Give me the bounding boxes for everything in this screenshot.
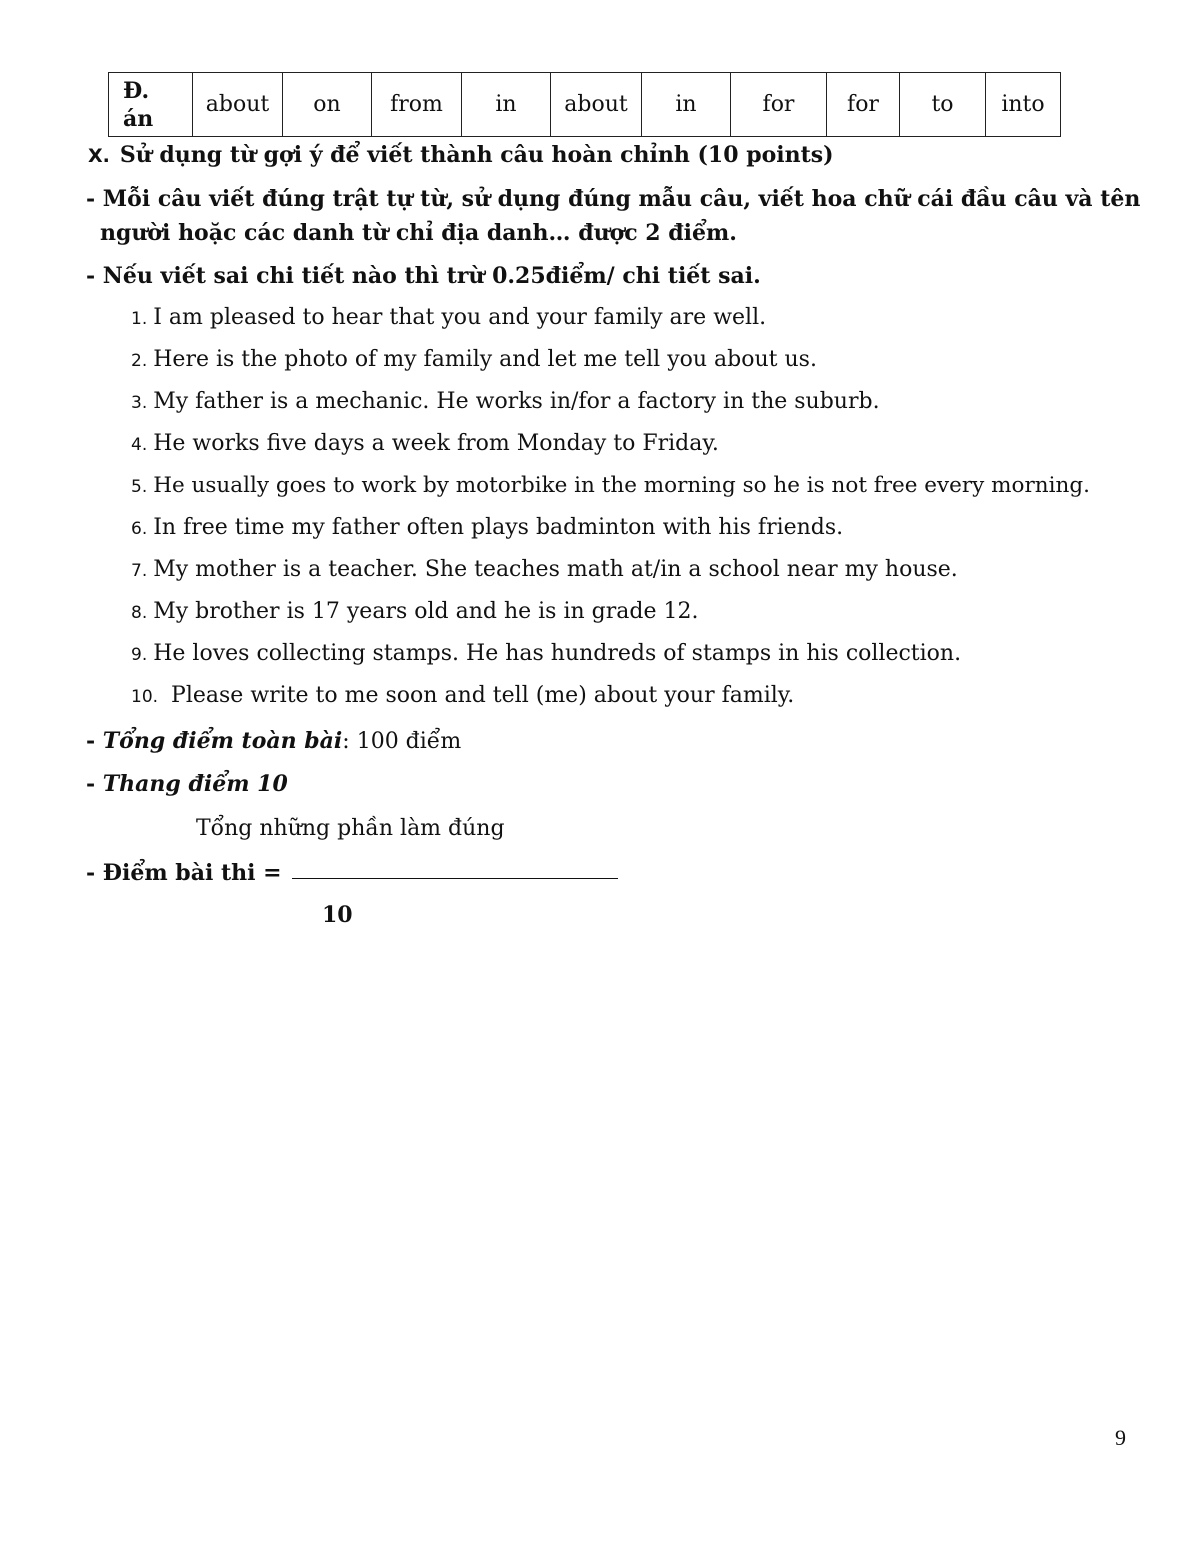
total-score-line	[86, 728, 461, 754]
list-item-number: 4.	[131, 435, 148, 455]
answer-cell: into	[986, 73, 1061, 137]
scale-prefix: -	[86, 771, 103, 797]
rule-1-line-1: - Mỗi câu viết đúng trật tự từ, sử dụng đúng mẫu câu, viết hoa chữ cái đầu câu và tên	[86, 186, 1141, 212]
answer-header-line2: án	[123, 105, 154, 132]
score-label: - Điểm bài thi =	[86, 860, 282, 886]
list-item-number: 8.	[131, 603, 148, 623]
list-item-number: 5.	[131, 477, 148, 497]
list-item	[131, 347, 817, 372]
scale-label: Thang điểm 10	[102, 771, 288, 797]
list-item	[131, 599, 698, 624]
section-x-heading	[88, 142, 834, 168]
list-item-text: He loves collecting stamps. He has hundreds of stamps in his collection.	[153, 641, 962, 666]
scale-line	[86, 771, 288, 797]
list-item-number: 7.	[131, 561, 148, 581]
answer-row	[109, 73, 1061, 137]
answer-cell: for	[731, 73, 827, 137]
formula-denominator: 10	[322, 902, 353, 928]
section-x-number: X.	[88, 145, 110, 167]
list-item-text: Here is the photo of my family and let me tell you about us.	[153, 347, 817, 372]
total-score-label: Tổng điểm toàn bài	[102, 728, 343, 754]
list-item-number: 9.	[131, 645, 148, 665]
list-item-text: He usually goes to work by motorbike in the morning so he is not free every morning.	[153, 473, 1090, 498]
answer-cell: from	[372, 73, 462, 137]
answer-header-line1: Đ.	[123, 77, 150, 104]
list-item-text: My father is a mechanic. He works in/for a factory in the suburb.	[153, 389, 880, 414]
total-score-prefix: -	[86, 728, 103, 754]
list-item-text: Please write to me soon and tell (me) about your family.	[164, 683, 795, 708]
section-x-title: Sử dụng từ gợi ý để viết thành câu hoàn chỉnh (10 points)	[119, 142, 834, 168]
answer-cell: about	[193, 73, 283, 137]
answer-header-cell	[109, 73, 193, 137]
list-item-number: 3.	[131, 393, 148, 413]
fraction-line	[292, 878, 618, 879]
answer-cell: in	[462, 73, 551, 137]
list-item	[131, 515, 843, 540]
list-item-number: 6.	[131, 519, 148, 539]
formula-numerator: Tổng những phần làm đúng	[196, 816, 505, 841]
list-item-number: 2.	[131, 351, 148, 371]
rule-1-line-2: người hoặc các danh từ chỉ địa danh… được 2 điểm.	[100, 220, 737, 246]
answer-cell: to	[900, 73, 986, 137]
list-item-text: He works five days a week from Monday to Friday.	[153, 431, 719, 456]
total-score-value: : 100 điểm	[342, 729, 462, 754]
list-item	[131, 557, 958, 582]
answer-cell: for	[827, 73, 900, 137]
list-item-text: In free time my father often plays badminton with his friends.	[153, 515, 844, 540]
list-item	[131, 473, 1090, 498]
list-item	[131, 683, 794, 708]
list-item	[131, 431, 719, 456]
list-item-number: 10.	[131, 687, 159, 707]
list-item-number: 1.	[131, 309, 148, 329]
list-item	[131, 389, 880, 414]
list-item-text: My mother is a teacher. She teaches math at/in a school near my house.	[153, 557, 958, 582]
rule-2: - Nếu viết sai chi tiết nào thì trừ 0.25điểm/ chi tiết sai.	[86, 263, 761, 289]
answer-cell: in	[642, 73, 731, 137]
list-item	[131, 641, 961, 666]
list-item-text: I am pleased to hear that you and your family are well.	[153, 305, 767, 330]
page-number: 9	[1115, 1425, 1126, 1450]
answer-cell: about	[551, 73, 642, 137]
list-item-text: My brother is 17 years old and he is in grade 12.	[153, 599, 699, 624]
answer-cell: on	[283, 73, 372, 137]
list-item	[131, 305, 766, 330]
answer-table	[108, 72, 1061, 137]
